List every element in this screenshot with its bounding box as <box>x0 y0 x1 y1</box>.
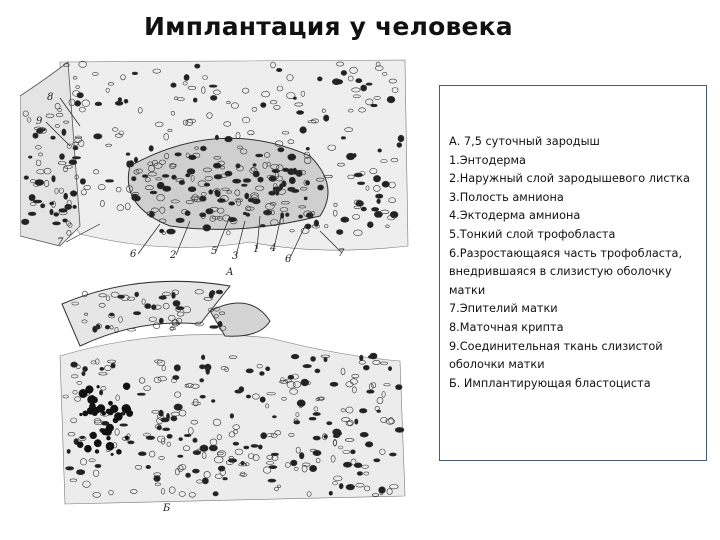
cell-nucleus <box>80 179 85 185</box>
cell-nucleus <box>193 98 197 102</box>
cell-nucleus <box>188 187 196 192</box>
cell-nucleus <box>260 372 265 376</box>
cell-nucleus <box>186 473 191 477</box>
cell-nucleus <box>171 83 176 88</box>
cell-nucleus <box>377 199 381 204</box>
cell-nucleus <box>311 356 316 361</box>
cell-nucleus <box>233 442 239 445</box>
cell-nucleus <box>214 175 222 180</box>
cell-nucleus <box>95 464 101 467</box>
cell-nucleus <box>41 204 45 208</box>
cell-nucleus <box>291 460 298 466</box>
cell-nucleus <box>343 462 351 467</box>
cell-nucleus <box>128 329 136 332</box>
histology-drawing <box>20 56 440 518</box>
cell-nucleus <box>150 191 157 194</box>
dark-cell <box>101 429 108 436</box>
cell-nucleus <box>66 467 74 471</box>
cell-nucleus <box>189 155 197 160</box>
cell-nucleus <box>361 85 367 91</box>
cell-nucleus <box>167 229 176 234</box>
legend-item: 2.Наружный слой зародышевого листка <box>449 172 690 186</box>
cell-nucleus <box>157 426 162 430</box>
cell-nucleus <box>288 154 296 160</box>
dark-cell <box>95 449 99 453</box>
cell-nucleus <box>396 385 403 390</box>
cell-nucleus <box>374 459 380 462</box>
cell-nucleus <box>118 98 122 102</box>
cell-nucleus <box>294 421 300 425</box>
label-part-b: Б <box>163 503 171 514</box>
histology-figure <box>20 56 440 518</box>
label-part-a: А <box>226 267 234 278</box>
cell-nucleus <box>72 157 80 159</box>
dark-cell <box>126 406 132 412</box>
cell-nucleus <box>29 194 35 200</box>
cell-nucleus <box>128 161 133 167</box>
cell-nucleus <box>176 307 184 310</box>
cell-nucleus <box>135 292 139 297</box>
legend-item: А. 7,5 суточный зародыш <box>449 135 600 148</box>
cell-nucleus <box>246 395 250 398</box>
label-7-right: 7 <box>338 248 345 259</box>
legend-item: 1.Энтодерма <box>449 153 526 167</box>
cell-nucleus <box>293 97 296 100</box>
dark-cell <box>106 409 111 414</box>
cell-nucleus <box>67 449 70 453</box>
cell-nucleus <box>239 387 244 392</box>
dark-cell <box>116 449 122 455</box>
cell-nucleus <box>100 367 104 370</box>
cell-nucleus <box>361 207 366 211</box>
cell-nucleus <box>163 186 171 191</box>
cell-nucleus <box>167 434 172 438</box>
cell-nucleus <box>149 211 154 217</box>
cell-nucleus <box>346 484 355 490</box>
cell-nucleus <box>341 70 347 75</box>
cell-nucleus <box>297 400 305 407</box>
cell-nucleus <box>356 79 362 83</box>
cell-nucleus <box>276 190 279 196</box>
label-5: 5 <box>211 246 218 257</box>
cell-nucleus <box>145 304 151 309</box>
cell-nucleus <box>266 367 270 371</box>
cell-nucleus <box>218 466 225 471</box>
cell-nucleus <box>173 300 180 306</box>
cell-nucleus <box>317 77 322 81</box>
legend-item: 4.Эктодерма амниона <box>449 209 581 223</box>
cell-nucleus <box>137 393 145 395</box>
cell-nucleus <box>193 438 197 442</box>
cell-nucleus <box>120 424 128 426</box>
cell-nucleus <box>306 181 310 186</box>
cell-nucleus <box>213 163 221 168</box>
cell-nucleus <box>76 470 84 475</box>
cell-nucleus <box>271 453 278 456</box>
cell-nucleus <box>269 466 277 469</box>
cell-nucleus <box>244 446 249 449</box>
cell-nucleus <box>213 492 218 496</box>
cell-nucleus <box>217 199 225 203</box>
cell-nucleus <box>210 95 217 100</box>
cell-nucleus <box>327 422 332 425</box>
cell-nucleus <box>303 364 312 367</box>
dark-cell <box>94 439 102 447</box>
cell-nucleus <box>209 445 217 451</box>
label-6-left: 6 <box>130 249 137 260</box>
cell-nucleus <box>35 180 44 186</box>
cell-nucleus <box>365 442 373 447</box>
cell-nucleus <box>187 169 195 175</box>
cell-nucleus <box>28 212 36 216</box>
cell-nucleus <box>83 366 88 371</box>
cell-nucleus <box>128 441 135 444</box>
cell-nucleus <box>200 445 208 451</box>
cell-nucleus <box>229 202 235 206</box>
legend-item: 9.Соединительная ткань слизистой оболочки матки <box>449 339 663 372</box>
cell-nucleus <box>69 160 77 165</box>
cell-nucleus <box>192 469 199 473</box>
cell-nucleus <box>52 176 56 182</box>
cell-nucleus <box>178 455 183 457</box>
cell-nucleus <box>163 428 170 431</box>
cell-nucleus <box>82 372 85 376</box>
cell-nucleus <box>33 133 38 138</box>
cell-nucleus <box>80 436 85 439</box>
cell-nucleus <box>216 290 223 294</box>
cell-nucleus <box>389 453 396 456</box>
cell-nucleus <box>71 362 78 367</box>
cell-nucleus <box>376 194 383 198</box>
label-3: 3 <box>232 251 239 262</box>
cell-nucleus <box>126 153 130 156</box>
cell-nucleus <box>379 487 386 494</box>
cell-nucleus <box>258 445 262 449</box>
dark-cell <box>111 453 114 456</box>
cell-nucleus <box>288 375 294 379</box>
dark-cell <box>108 401 113 406</box>
cell-nucleus <box>233 179 241 183</box>
dark-cell <box>79 389 88 398</box>
cell-nucleus <box>313 450 321 455</box>
cell-nucleus <box>134 196 141 201</box>
cell-nucleus <box>223 477 228 480</box>
cell-nucleus <box>225 136 233 142</box>
legend-item: Б. Имплантирующая бластоциста <box>449 376 651 390</box>
cell-nucleus <box>269 191 276 195</box>
cell-nucleus <box>357 472 362 476</box>
cell-nucleus <box>289 177 295 184</box>
cell-nucleus <box>301 379 309 386</box>
cell-nucleus <box>355 419 358 424</box>
cell-nucleus <box>204 183 210 186</box>
cell-nucleus <box>200 395 206 398</box>
cell-nucleus <box>184 74 189 80</box>
cell-nucleus <box>245 193 249 199</box>
cell-nucleus <box>318 185 324 190</box>
dark-cell <box>79 413 82 416</box>
cell-nucleus <box>211 400 215 403</box>
cell-nucleus <box>138 452 146 456</box>
cell-nucleus <box>276 68 282 71</box>
cell-nucleus <box>359 409 367 414</box>
legend-item: 6.Разростающаяся часть трофобласта, внедрившаяся в слизистую оболочку матки <box>449 246 683 297</box>
cell-nucleus <box>309 417 316 420</box>
cell-nucleus <box>360 432 368 437</box>
cell-nucleus <box>99 390 102 395</box>
cell-nucleus <box>395 427 404 432</box>
label-6-right: 6 <box>285 254 292 265</box>
cell-nucleus <box>299 453 304 459</box>
cell-nucleus <box>94 134 102 139</box>
cell-nucleus <box>215 190 219 196</box>
cell-nucleus <box>260 397 265 403</box>
cell-nucleus <box>154 476 161 482</box>
cell-nucleus <box>159 318 163 323</box>
cell-nucleus <box>24 176 29 180</box>
cell-nucleus <box>51 136 56 139</box>
dark-cell <box>106 442 115 451</box>
label-4: 4 <box>270 243 277 254</box>
legend-item: 3.Полость амниона <box>449 190 564 204</box>
cell-nucleus <box>171 416 177 421</box>
cell-nucleus <box>306 213 313 218</box>
cell-nucleus <box>203 225 211 232</box>
cell-nucleus <box>360 355 364 361</box>
label-1: 1 <box>253 244 260 255</box>
legend-item: 8.Маточная крипта <box>449 320 564 334</box>
cell-nucleus <box>313 412 321 415</box>
cell-nucleus <box>206 368 210 375</box>
cell-nucleus <box>382 181 389 187</box>
cell-nucleus <box>105 180 113 183</box>
cell-nucleus <box>200 146 206 151</box>
cell-nucleus <box>373 175 380 182</box>
label-8: 8 <box>47 92 54 103</box>
dark-cell <box>91 397 98 404</box>
cell-nucleus <box>77 93 83 98</box>
cell-nucleus <box>293 168 297 174</box>
cell-nucleus <box>60 154 65 160</box>
cell-nucleus <box>258 177 264 182</box>
cell-nucleus <box>261 433 267 439</box>
cell-nucleus <box>297 111 304 115</box>
label-2: 2 <box>170 250 177 261</box>
cell-nucleus <box>357 182 364 185</box>
cell-nucleus <box>314 220 319 227</box>
cell-nucleus <box>366 83 372 85</box>
cell-nucleus <box>159 296 167 300</box>
cell-nucleus <box>324 115 329 121</box>
dark-cell <box>123 383 130 390</box>
cell-nucleus <box>272 416 276 418</box>
cell-nucleus <box>236 164 240 168</box>
cell-nucleus <box>160 229 164 233</box>
cell-nucleus <box>159 410 164 416</box>
cell-nucleus <box>115 101 123 105</box>
cell-nucleus <box>243 179 251 183</box>
cell-nucleus <box>351 450 356 454</box>
cell-nucleus <box>199 365 205 369</box>
cell-nucleus <box>341 217 349 222</box>
slide-title: Имплантация у человека <box>144 12 513 41</box>
cell-nucleus <box>64 193 68 199</box>
cell-nucleus <box>390 211 398 218</box>
cell-nucleus <box>209 85 217 87</box>
cell-nucleus <box>179 180 185 184</box>
cell-nucleus <box>142 175 148 178</box>
cell-nucleus <box>304 197 307 200</box>
cell-nucleus <box>367 390 375 393</box>
cell-nucleus <box>367 222 373 228</box>
cell-nucleus <box>261 103 266 108</box>
cell-nucleus <box>149 146 153 152</box>
cell-nucleus <box>225 171 232 176</box>
cell-nucleus <box>200 379 204 383</box>
cell-nucleus <box>162 174 169 177</box>
cell-nucleus <box>397 143 402 148</box>
cell-nucleus <box>54 213 59 217</box>
cell-nucleus <box>95 102 102 106</box>
cell-nucleus <box>201 355 205 360</box>
cell-nucleus <box>36 128 43 133</box>
cell-nucleus <box>53 222 61 225</box>
cell-nucleus <box>209 292 213 299</box>
label-7-left: 7 <box>57 237 64 248</box>
cell-nucleus <box>341 137 345 140</box>
cell-nucleus <box>75 101 81 107</box>
cell-nucleus <box>286 213 290 217</box>
cell-nucleus <box>354 173 363 177</box>
cell-nucleus <box>387 96 395 103</box>
cell-nucleus <box>269 176 276 182</box>
cell-nucleus <box>73 146 78 150</box>
dark-cell <box>125 436 129 440</box>
cell-nucleus <box>378 149 382 152</box>
cell-nucleus <box>398 135 404 142</box>
dark-cell <box>97 385 100 388</box>
cell-nucleus <box>230 414 234 419</box>
cell-nucleus <box>346 153 354 160</box>
cell-nucleus <box>195 64 200 68</box>
cell-nucleus <box>73 205 77 208</box>
cell-nucleus <box>134 157 137 163</box>
cell-nucleus <box>248 198 255 202</box>
cell-nucleus <box>260 224 265 227</box>
cell-nucleus <box>374 211 382 217</box>
cell-nucleus <box>251 444 258 447</box>
dark-cell <box>94 407 101 414</box>
cell-nucleus <box>146 465 151 468</box>
cell-nucleus <box>50 202 54 205</box>
cell-nucleus <box>124 99 128 103</box>
cell-nucleus <box>291 354 299 359</box>
cell-nucleus <box>282 168 289 172</box>
cell-nucleus <box>50 209 53 215</box>
cell-nucleus <box>354 463 362 468</box>
cell-nucleus <box>28 156 32 158</box>
cell-nucleus <box>330 382 338 386</box>
cell-nucleus <box>132 177 137 181</box>
cell-nucleus <box>370 353 377 359</box>
dark-cell <box>84 445 92 453</box>
cell-nucleus <box>176 218 184 223</box>
cell-nucleus <box>279 184 282 190</box>
cell-nucleus <box>105 325 110 329</box>
cell-nucleus <box>174 365 180 371</box>
cell-nucleus <box>202 478 208 484</box>
cell-nucleus <box>268 479 276 482</box>
dark-cell <box>90 432 97 439</box>
cell-nucleus <box>388 367 391 371</box>
cell-nucleus <box>299 215 303 218</box>
cell-nucleus <box>363 365 369 370</box>
cell-nucleus <box>184 434 191 436</box>
cell-nucleus <box>146 436 155 440</box>
legend-item: 5.Тонкий слой трофобласта <box>449 227 616 241</box>
cell-nucleus <box>278 148 284 152</box>
cell-nucleus <box>241 184 247 186</box>
cell-nucleus <box>166 413 169 419</box>
cell-nucleus <box>170 327 176 329</box>
cell-nucleus <box>243 212 247 215</box>
dark-cell <box>113 418 119 424</box>
cell-nucleus <box>256 154 263 157</box>
cell-nucleus <box>215 135 218 140</box>
cell-nucleus <box>300 127 307 134</box>
cell-nucleus <box>336 230 343 235</box>
cell-nucleus <box>339 483 343 488</box>
cell-nucleus <box>62 129 66 136</box>
dark-cell <box>106 436 110 440</box>
cell-nucleus <box>313 436 320 440</box>
dark-cell <box>77 441 84 448</box>
cell-nucleus <box>329 491 333 495</box>
cell-nucleus <box>185 211 190 216</box>
cell-nucleus <box>133 312 140 315</box>
cell-nucleus <box>132 72 137 75</box>
cell-nucleus <box>306 147 309 150</box>
cell-nucleus <box>195 451 201 454</box>
cell-nucleus <box>174 404 182 410</box>
cell-nucleus <box>253 164 256 167</box>
cell-nucleus <box>291 189 299 192</box>
cell-nucleus <box>253 171 259 177</box>
cell-nucleus <box>334 80 342 85</box>
cell-nucleus <box>170 206 174 209</box>
cell-nucleus <box>371 207 378 211</box>
legend-item: 7.Эпителий матки <box>449 302 558 316</box>
dark-cell <box>87 407 95 415</box>
cell-nucleus <box>21 219 29 225</box>
cell-nucleus <box>65 204 72 209</box>
cell-nucleus <box>172 175 177 179</box>
cell-nucleus <box>179 438 183 441</box>
cell-nucleus <box>111 363 115 368</box>
cell-nucleus <box>315 369 320 373</box>
cell-nucleus <box>70 191 77 197</box>
legend-box <box>439 85 707 461</box>
cell-nucleus <box>334 431 342 436</box>
label-9: 9 <box>36 116 43 127</box>
legend-list <box>449 133 701 393</box>
cell-nucleus <box>210 326 219 329</box>
cell-nucleus <box>175 153 182 156</box>
cell-nucleus <box>310 465 317 471</box>
cell-nucleus <box>209 190 213 195</box>
cell-nucleus <box>246 369 253 373</box>
